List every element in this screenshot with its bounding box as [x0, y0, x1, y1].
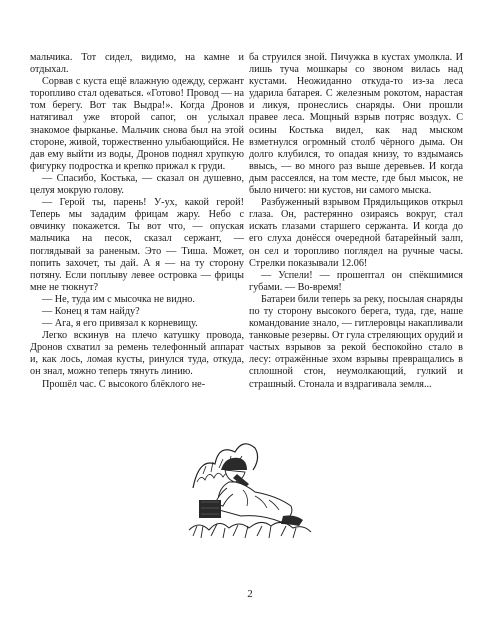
paragraph: Сорвав с куста ещё влажную одежду, сержант торопливо стал одеваться. «Готово! Провод — на том берегу. Вот так Выдра!». Когда Дронов натягивал уже второй сапог, он услыхал знакомое фырканье. Мальчик снова был на этой стороне, живой, торжественно улыбающийся. Не дав ему выйти из воды, Дронов поднял хрупкую фигурку подростка и крепко прижал к груди.	[30, 76, 244, 172]
paragraph: Прошёл час. С высокого блёклого не-	[42, 378, 206, 390]
paragraph: — Конец я там найду?	[42, 305, 140, 317]
paragraph: Разбуженный взрывом Прядильщиков открыл глаза. Он, растерянно озираясь вокруг, стал искать глазами старшего сержанта. И когда до его слуха донёсся очередной батарейный залп, он сел и торопливо поглядел на ручные часы. Стрелки показывали 12.06!	[249, 197, 463, 269]
paragraph: — Ага, я его привязал к корневищу.	[42, 318, 198, 330]
left-text-column	[30, 52, 244, 391]
paragraph: — Не, туда им с мысочка не видно.	[42, 293, 195, 305]
paragraph: мальчика. Тот сидел, видимо, на камне и отдыхал.	[30, 52, 244, 76]
paragraph: — Герой ты, парень! У-ух, какой герой! Теперь мы зададим фрицам жару. Небо с овчинку покажется. Ты вот что, — опуская мальчика на песок, сказал сержант, — поглядывай за раненым. Это — Тиша. Может, попить захочет, ты дай. А я — на ту сторону потяну. Если поплыву левее островка — фрицы мне не тюкнут?	[30, 197, 244, 293]
paragraph: ба струился зной. Пичужка в кустах умолкла. И лишь туча мошкары со звоном вилась над кустами. Неожиданно откуда-то из-за леса ударила батарея. С железным рокотом, нарастая и ликуя, пронеслись снаряды. Они прошли правее леса. Мощный взрыв потряс воздух. С осины Костька видел, как над мыском взметнулся огромный столб чёрного дыма. Он долго клубился, то опадая книзу, то вздымаясь ввысь, — во много раз выше деревьев. И когда дым рассеялся, на том месте, где был мысок, не было ничего: ни кустов, ни самого мыска.	[249, 52, 463, 197]
paragraph: Легко вскинув на плечо катушку провода, Дронов схватил за ремень телефонный аппарат и, как лось, ломая кусты, ринулся туда, откуда, он знал, можно теперь тянуть линию.	[30, 330, 244, 378]
paragraph: — Успели! — прошептал он спёкшимися губами. — Во-время!	[249, 269, 463, 293]
paragraph: — Спасибо, Костька, — сказал он душевно, целуя мокрую голову.	[30, 172, 244, 197]
soldier-telephone-illustration	[185, 418, 315, 548]
page-number: 2	[247, 588, 253, 600]
paragraph: Батареи били теперь за реку, посылая снаряды по ту сторону высокого берега, туда, где, наше командование знало, — гитлеровцы накапливали танковые резервы. От гула стреляющих орудий и частых взрывов за рекой беспокойно стало в лесу: отражённые эхом взрывы превращались в сплошной стон, неумолкающий, гулкий и страшный. Стонала и вздрагивала земля...	[249, 293, 463, 390]
right-text-column	[249, 52, 463, 391]
